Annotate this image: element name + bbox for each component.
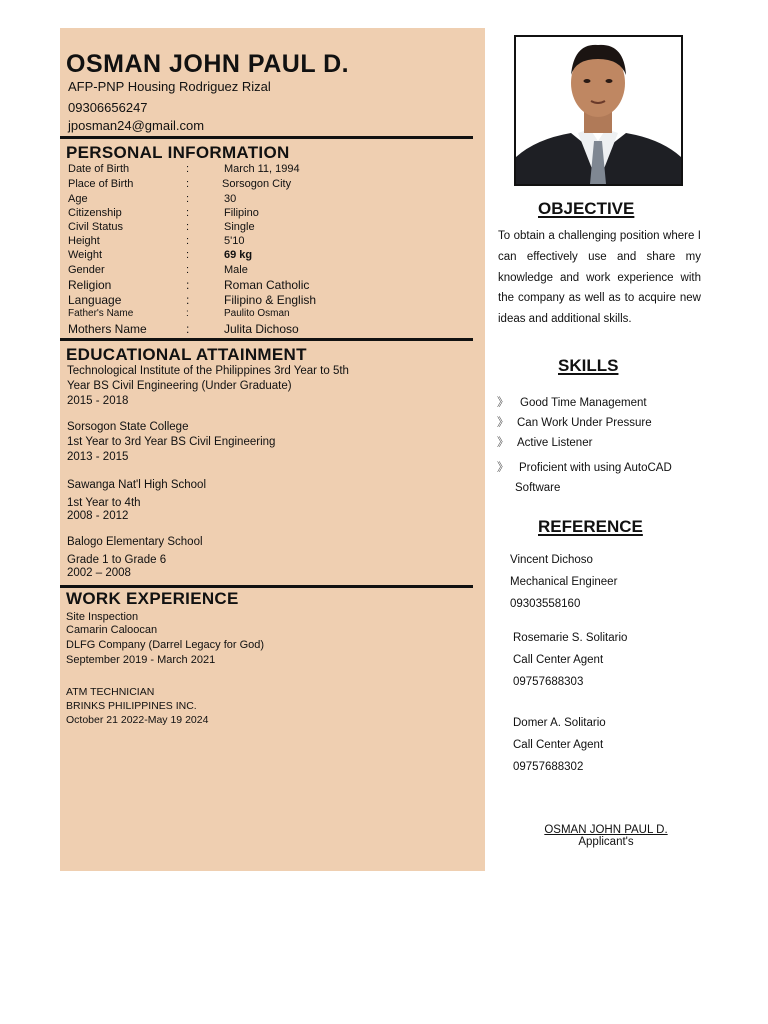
skill-item: [497, 433, 592, 453]
education-entry: [67, 364, 349, 409]
objective-text: To obtain a challenging position where I can effectively use and share my knowledge and work experience with the company as well as to acquire new ideas and additional skills.: [498, 230, 701, 326]
reference-role: Mechanical Engineer: [510, 576, 618, 588]
reference-role: Call Center Agent: [513, 654, 604, 666]
reference-entry: [513, 712, 606, 778]
skill-item: [497, 413, 652, 433]
pi-label: Gender: [68, 264, 105, 276]
reference-entry: [510, 549, 617, 615]
job-company: BRINKS PHILIPPINES INC.: [66, 700, 197, 712]
personal-info-heading: PERSONAL INFORMATION: [66, 143, 290, 162]
education-entry: [67, 420, 275, 465]
pi-value: Sorsogon City: [222, 178, 292, 190]
years-line: 2002 – 2008: [67, 567, 131, 579]
reference-name: Rosemarie S. Solitario: [513, 632, 628, 644]
objective-heading: OBJECTIVE: [538, 199, 635, 218]
education-heading: EDUCATIONAL ATTAINMENT: [66, 345, 307, 364]
school-line: Sorsogon State College: [67, 421, 189, 433]
pi-label: Height: [68, 235, 100, 247]
pi-value: Male: [224, 264, 248, 276]
reference-phone: 09757688302: [513, 761, 584, 773]
signature-block: [536, 824, 676, 848]
pi-colon: :: [186, 249, 190, 261]
program-line: 1st Year to 3rd Year BS Civil Engineering: [67, 436, 276, 448]
chevron-right-icon: 》: [497, 397, 509, 409]
pi-label: Civil Status: [68, 221, 124, 233]
pi-colon: :: [186, 163, 190, 175]
skill-item: [497, 393, 647, 413]
years-line: 2013 - 2015: [67, 451, 129, 463]
applicant-name: OSMAN JOHN PAUL D.: [66, 50, 350, 78]
pi-value: 30: [224, 193, 237, 205]
job-dates: October 21 2022-May 19 2024: [66, 714, 209, 726]
skill-label: Proficient with using AutoCAD: [519, 462, 672, 474]
education-entry: [67, 478, 206, 523]
pi-value: Filipino & English: [224, 293, 317, 307]
signature-caption: Applicant's: [578, 836, 634, 848]
reference-entry: [513, 627, 627, 693]
school-line: Technological Institute of the Philippines 3rd Year to 5th: [67, 365, 349, 377]
work-heading: WORK EXPERIENCE: [66, 589, 239, 608]
phone: 09306656247: [68, 100, 148, 115]
reference-name: Domer A. Solitario: [513, 717, 606, 729]
school-line: Balogo Elementary School: [67, 536, 203, 548]
years-line: 2008 - 2012: [67, 510, 129, 522]
skills-heading: SKILLS: [558, 356, 619, 375]
pi-value: Julita Dichoso: [224, 322, 299, 336]
work-entry: [66, 685, 208, 727]
address: AFP-PNP Housing Rodriguez Rizal: [68, 79, 271, 94]
pi-value: Single: [224, 221, 255, 233]
chevron-right-icon: 》: [497, 417, 509, 429]
section-divider: [60, 136, 473, 139]
pi-label: Place of Birth: [68, 178, 134, 190]
pi-value: Filipino: [224, 207, 259, 219]
person-photo-icon: [516, 37, 681, 184]
pi-label: Date of Birth: [68, 163, 130, 175]
pi-value: Paulito Osman: [224, 308, 290, 319]
job-company: DLFG Company (Darrel Legacy for God): [66, 639, 265, 651]
pi-colon: :: [186, 264, 190, 276]
pi-label: Age: [68, 193, 88, 205]
school-line: Sawanga Nat'l High School: [67, 479, 206, 491]
pi-label: Mothers Name: [68, 322, 147, 336]
pi-colon: :: [186, 235, 190, 247]
education-entry: [67, 535, 203, 580]
pi-colon: :: [186, 293, 190, 307]
job-title: Site Inspection: [66, 611, 139, 623]
reference-role: Call Center Agent: [513, 739, 604, 751]
pi-value: March 11, 1994: [224, 163, 300, 175]
pi-colon: :: [186, 322, 190, 336]
pi-colon: :: [186, 207, 190, 219]
reference-name: Vincent Dichoso: [510, 554, 593, 566]
pi-label: Language: [68, 293, 122, 307]
pi-colon: :: [186, 308, 189, 319]
pi-colon: :: [186, 278, 190, 292]
reference-phone: 09303558160: [510, 598, 581, 610]
section-divider: [60, 585, 473, 588]
pi-label: Citizenship: [68, 207, 122, 219]
pi-label: Weight: [68, 249, 103, 261]
skill-label: Good Time Management: [520, 397, 647, 409]
job-dates: September 2019 - March 2021: [66, 654, 216, 666]
email: jposman24@gmail.com: [68, 118, 205, 133]
section-divider: [60, 338, 473, 341]
pi-value: 5'10: [224, 235, 245, 247]
pi-colon: :: [186, 193, 190, 205]
pi-colon: :: [186, 221, 190, 233]
program-line: Year BS Civil Engineering (Under Graduate): [67, 380, 292, 392]
skill-item: [497, 458, 672, 478]
signature-name: OSMAN JOHN PAUL D.: [544, 824, 668, 836]
chevron-right-icon: 》: [497, 437, 509, 449]
pi-value: Roman Catholic: [224, 278, 310, 292]
program-line: Grade 1 to Grade 6: [67, 554, 167, 566]
pi-label: Religion: [68, 278, 112, 292]
program-line: 1st Year to 4th: [67, 497, 141, 509]
chevron-right-icon: 》: [497, 462, 509, 474]
skill-item-continued: Software: [515, 482, 561, 494]
reference-heading: REFERENCE: [538, 517, 643, 536]
pi-colon: :: [186, 178, 190, 190]
job-location: Camarin Caloocan: [66, 624, 158, 636]
work-entry: [66, 611, 264, 668]
profile-photo: [514, 35, 683, 186]
skill-label: Active Listener: [517, 437, 593, 449]
reference-phone: 09757688303: [513, 676, 584, 688]
skill-label: Can Work Under Pressure: [517, 417, 652, 429]
years-line: 2015 - 2018: [67, 395, 129, 407]
job-title: ATM TECHNICIAN: [66, 686, 155, 698]
pi-value: 69 kg: [224, 249, 253, 261]
pi-label: Father's Name: [68, 308, 134, 319]
